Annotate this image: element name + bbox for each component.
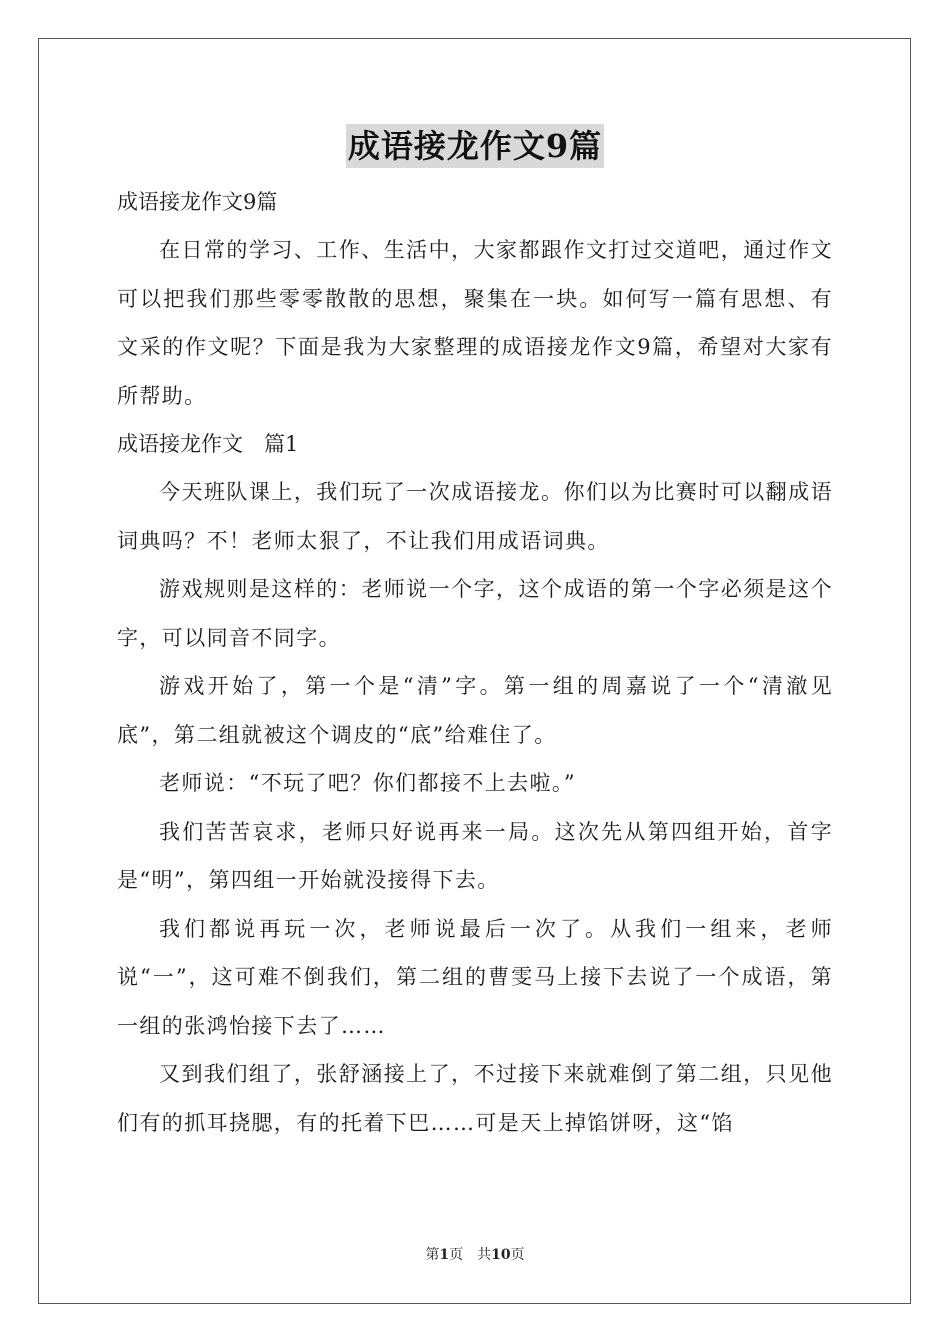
intro-paragraph: 在日常的学习、工作、生活中，大家都跟作文打过交道吧，通过作文可以把我们那些零零散散的思想，聚集在一块。如何写一篇有思想、有文采的作文呢？下面是我为大家整理的成语接龙作文9篇，希望对大家有所帮助。 <box>117 238 833 408</box>
document-subtitle: 成语接龙作文9篇 <box>117 190 278 214</box>
section-heading: 成语接龙作文 篇1 <box>117 432 299 456</box>
footer-suffix: 页 <box>510 1247 525 1263</box>
current-page-number: 1 <box>439 1247 450 1263</box>
document-title: 成语接龙作文9篇 <box>346 124 604 168</box>
total-pages-number: 10 <box>491 1247 511 1263</box>
body-paragraph: 我们都说再玩一次，老师说最后一次了。从我们一组来，老师说“一”，这可难不倒我们，第二组的曹雯马上接下去说了一个成语，第一组的张鸿怡接下去了…… <box>117 916 833 1038</box>
footer-middle: 页 共 <box>449 1247 492 1263</box>
body-paragraph: 今天班队课上，我们玩了一次成语接龙。你们以为比赛时可以翻成语词典吗？不！老师太狠了，不让我们用成语词典。 <box>117 480 833 553</box>
document-body <box>117 178 833 1147</box>
page-footer <box>0 1245 950 1265</box>
body-paragraph: 老师说：“不玩了吧？你们都接不上去啦。” <box>159 771 576 795</box>
title-block <box>0 124 950 168</box>
body-paragraph: 游戏开始了，第一个是“清”字。第一组的周嘉说了一个“清澈见底”，第二组就被这个调皮的“底”给难住了。 <box>117 674 833 747</box>
body-paragraph: 我们苦苦哀求，老师只好说再来一局。这次先从第四组开始，首字是“明”，第四组一开始就没接得下去。 <box>117 819 833 892</box>
footer-prefix: 第 <box>425 1247 440 1263</box>
body-paragraph: 游戏规则是这样的：老师说一个字，这个成语的第一个字必须是这个字，可以同音不同字。 <box>117 577 833 650</box>
body-paragraph: 又到我们组了，张舒涵接上了，不过接下来就难倒了第二组，只见他们有的抓耳挠腮，有的托着下巴……可是天上掉馅饼呀，这“馅 <box>117 1062 833 1135</box>
